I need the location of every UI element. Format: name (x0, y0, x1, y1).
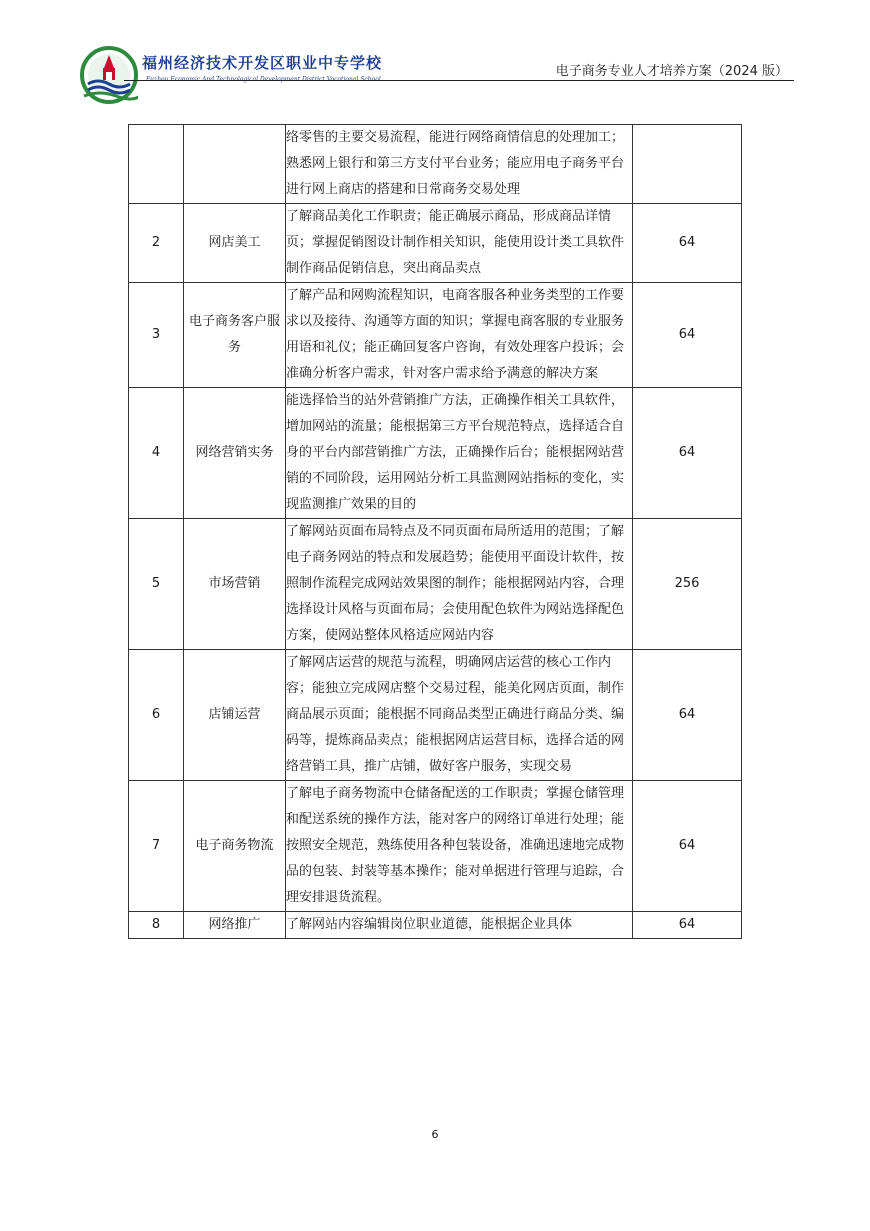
course-name: 店铺运营 (184, 650, 286, 781)
course-hours: 256 (633, 519, 742, 650)
course-hours: 64 (633, 283, 742, 388)
table-row (129, 204, 742, 283)
course-hours: 64 (633, 781, 742, 912)
course-name: 网络推广 (184, 912, 286, 939)
course-description: 了解商品美化工作职责；能正确展示商品，形成商品详情页；掌握促销图设计制作相关知识，能使用设计类工具软件制作商品促销信息，突出商品卖点 (286, 204, 633, 283)
course-name: 电子商务物流 (184, 781, 286, 912)
course-name: 市场营销 (184, 519, 286, 650)
course-name: 网络营销实务 (184, 388, 286, 519)
row-number: 4 (129, 388, 184, 519)
school-name-cn: 福州经济技术开发区职业中专学校 (142, 54, 383, 72)
table-row (129, 388, 742, 519)
course-name (184, 125, 286, 204)
course-name: 网店美工 (184, 204, 286, 283)
school-logo-icon (80, 46, 138, 104)
document-title: 电子商务专业人才培养方案（2024 版） (555, 64, 788, 79)
row-number: 7 (129, 781, 184, 912)
table-row (129, 781, 742, 912)
row-number (129, 125, 184, 204)
table-row (129, 519, 742, 650)
table-row (129, 283, 742, 388)
course-description: 能选择恰当的站外营销推广方法，正确操作相关工具软件，增加网站的流量；能根据第三方平台规范特点，选择适合自身的平台内部营销推广方法，正确操作后台；能根据网站营销的不同阶段，运用网站分析工具监测网站指标的变化，实现监测推广效果的目的 (286, 388, 633, 519)
row-number: 2 (129, 204, 184, 283)
course-description: 络零售的主要交易流程，能进行网络商情信息的处理加工；熟悉网上银行和第三方支付平台业务；能应用电子商务平台进行网上商店的搭建和日常商务交易处理 (286, 125, 633, 204)
course-description: 了解产品和网购流程知识，电商客服各种业务类型的工作要求以及接待、沟通等方面的知识；掌握电商客服的专业服务用语和礼仪；能正确回复客户咨询，有效处理客户投诉；会准确分析客户需求，针对客户需求给予满意的解决方案 (286, 283, 633, 388)
course-table (128, 124, 742, 939)
course-description: 了解网站页面布局特点及不同页面布局所适用的范围；了解电子商务网站的特点和发展趋势；能使用平面设计软件，按照制作流程完成网站效果图的制作；能根据网站内容，合理选择设计风格与页面布局；会使用配色软件为网站选择配色方案，使网站整体风格适应网站内容 (286, 519, 633, 650)
row-number: 5 (129, 519, 184, 650)
row-number: 3 (129, 283, 184, 388)
course-hours (633, 125, 742, 204)
row-number: 6 (129, 650, 184, 781)
course-description: 了解电子商务物流中仓储备配送的工作职责；掌握仓储管理和配送系统的操作方法，能对客户的网络订单进行处理；能按照安全规范，熟练使用各种包装设备，准确迅速地完成物品的包装、封装等基本操作；能对单据进行管理与追踪，合理安排退货流程。 (286, 781, 633, 912)
course-name: 电子商务客户服务 (184, 283, 286, 388)
course-hours: 64 (633, 388, 742, 519)
course-hours: 64 (633, 650, 742, 781)
course-description: 了解网站内容编辑岗位职业道德，能根据企业具体 (286, 912, 633, 939)
table-row (129, 912, 742, 939)
row-number: 8 (129, 912, 184, 939)
page-header (80, 46, 794, 98)
table-row (129, 125, 742, 204)
course-hours: 64 (633, 204, 742, 283)
course-hours: 64 (633, 912, 742, 939)
course-description: 了解网店运营的规范与流程，明确网店运营的核心工作内容；能独立完成网店整个交易过程，能美化网店页面，制作商品展示页面；能根据不同商品类型正确进行商品分类、编码等，提炼商品卖点；能根据网店运营目标，选择合适的网络营销工具，推广店铺，做好客户服务，实现交易 (286, 650, 633, 781)
page-number: 6 (431, 1128, 439, 1141)
table-row (129, 650, 742, 781)
header-divider (124, 80, 794, 81)
